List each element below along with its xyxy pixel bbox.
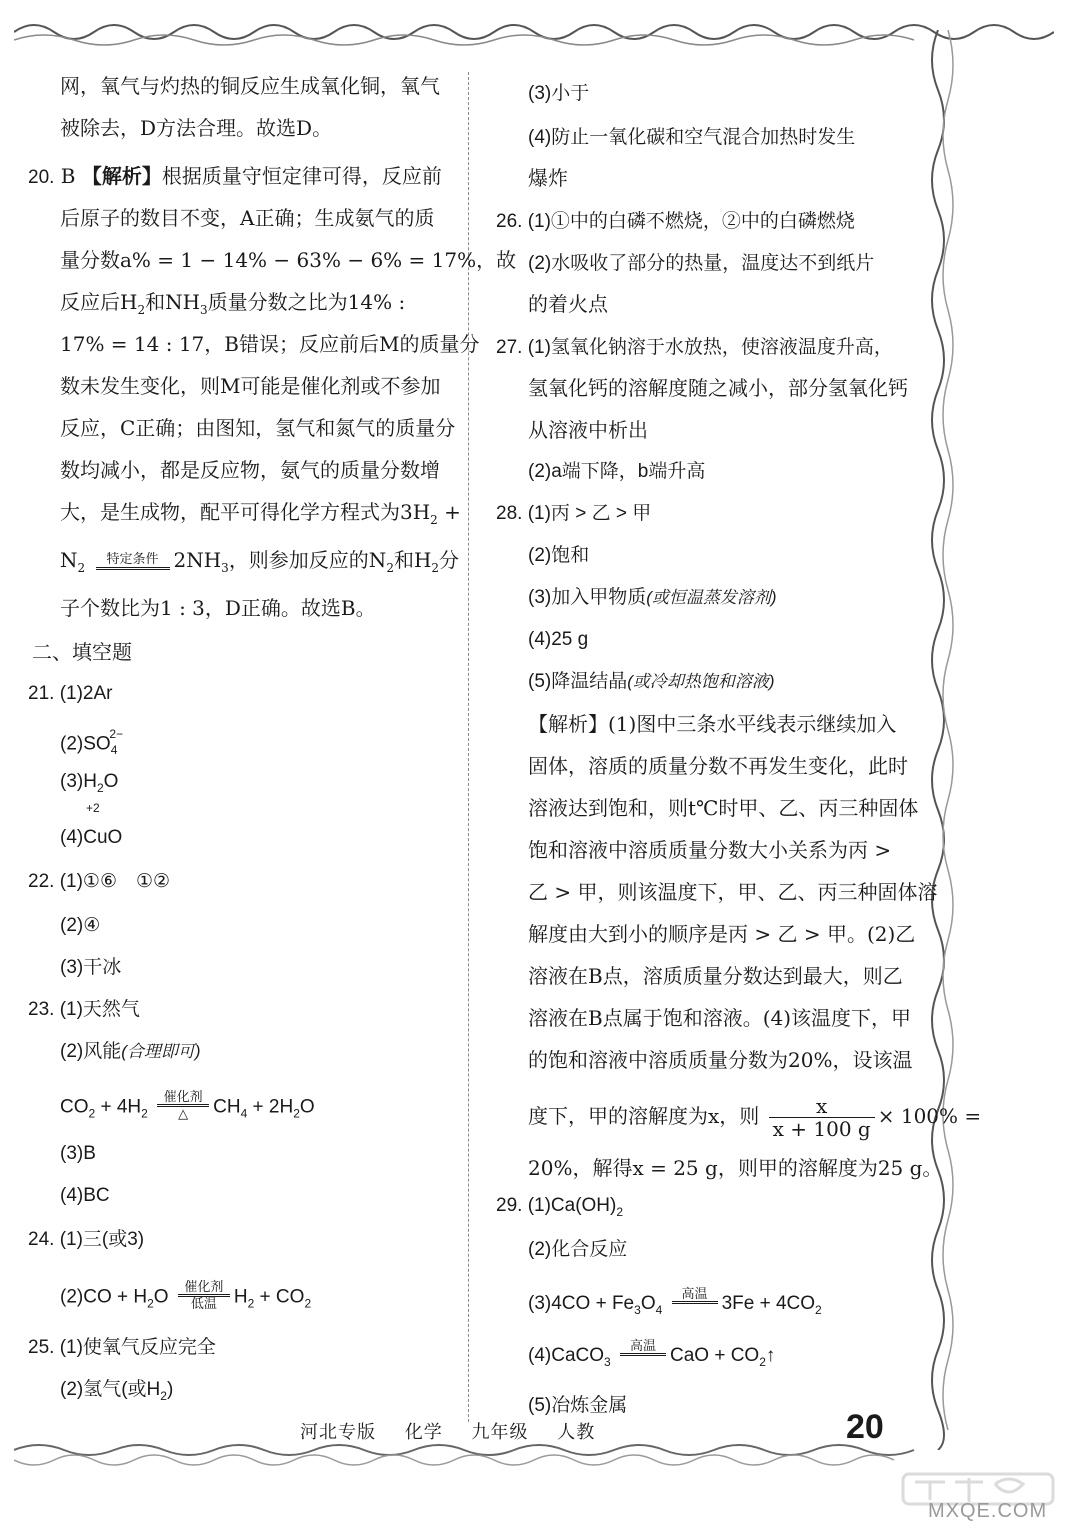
question-25-4: (4)防止一氧化碳和空气混合加热时发生: [528, 127, 856, 148]
reaction-arrow: 高温: [672, 1287, 718, 1304]
watermark-text: MXQE.COM: [928, 1500, 1048, 1522]
question-22-2: (2)④: [60, 915, 101, 936]
question-24-1: 24. (1)三(或3): [28, 1229, 145, 1250]
page-number: 20: [846, 1408, 884, 1446]
question-28-1: 28. (1)丙 > 乙 > 甲: [496, 503, 652, 524]
text-line: 的着火点: [528, 292, 608, 316]
question-22-3: (3)干冰: [60, 957, 122, 978]
question-25-2: (2)氢气(或$H_2$): [60, 1379, 174, 1403]
equation-line: $CO_2 + 4H_2$ 催化剂 △ $CH_4 + 2H_2O$: [60, 1089, 315, 1121]
question-29-5: (5)冶炼金属: [528, 1395, 628, 1416]
analysis-line: 解度由大到小的顺序是丙 > 乙 > 甲。(2)乙: [528, 922, 916, 946]
question-28-5: (5)降温结晶(或冷却热饱和溶液): [528, 671, 775, 692]
analysis-line: 【解析】(1)图中三条水平线表示继续加入: [528, 712, 897, 736]
section-title: 二、填空题: [32, 640, 132, 664]
fraction: $\frac{x}{x + 100 g}$: [769, 1095, 875, 1140]
text-line: 爆炸: [528, 166, 568, 190]
analysis-line: 溶液在B点，溶质质量分数达到最大，则乙: [528, 964, 903, 988]
equation-line: $(3)4CO + Fe_3O_4$ 高温 $3Fe + 4CO_2$: [528, 1286, 822, 1317]
analysis-line: 溶液达到饱和，则t℃时甲、乙、丙三种固体: [528, 796, 919, 820]
analysis-line: 20%，解得x = 25 g，则甲的溶解度为25 g。: [528, 1156, 943, 1180]
question-28-4: (4)25 g: [528, 629, 589, 650]
equation-line: $N_2$ 特定条件 $2NH_3$，则参加反应的$N_2$和$H_2$分: [60, 548, 460, 575]
text-line: 大，是生成物，配平可得化学方程式为$3H_2$ +: [60, 500, 461, 527]
text-line: 网，氧气与灼热的铜反应生成氧化铜，氧气: [60, 74, 440, 98]
question-27-1: 27. (1)氢氧化钠溶于水放热，使溶液温度升高，: [496, 337, 893, 358]
equation-line: $(2)CO + H_2O$ 催化剂 低温 $H_2 + CO_2$: [60, 1279, 312, 1311]
text-line: 后原子的数目不变，A正确；生成氨气的质: [60, 206, 435, 230]
question-26-1: 26. (1)①中的白磷不燃烧，②中的白磷燃烧: [496, 211, 855, 232]
text-line: 子个数比为1 : 3，D正确。故选B。: [60, 596, 376, 620]
question-26-2: (2)水吸收了部分的热量，温度达不到纸片: [528, 253, 875, 274]
text-line: 反应，C正确；由图知，氢气和氮气的质量分: [60, 416, 456, 440]
question-23-3: (3)B: [60, 1143, 96, 1164]
footer-subject: 化学: [404, 1422, 443, 1443]
equation-line: (4)CaCO$_3$ 高温 CaO + $CO_2↑$: [528, 1338, 776, 1369]
analysis-line: 溶液在B点属于饱和溶液。(4)该温度下，甲: [528, 1006, 912, 1030]
column-divider: [468, 72, 469, 1422]
question-23-4: (4)BC: [60, 1185, 110, 1206]
text-line: 量分数a% = 1 − 14% − 63% − 6% = 17%，故: [60, 248, 517, 272]
footer-grade: 九年级: [471, 1422, 529, 1443]
question-28-2: (2)饱和: [528, 545, 590, 566]
question-21-1: 21. (1)2Ar: [28, 683, 113, 704]
reaction-arrow: 催化剂 △: [157, 1090, 209, 1121]
question-29-2: (2)化合反应: [528, 1239, 628, 1260]
page-footer: [300, 1418, 617, 1444]
text-line: 反应后$H_2$和$NH_3$质量分数之比为14% :: [60, 290, 406, 317]
footer-publisher: 人教: [557, 1422, 596, 1443]
reaction-arrow: 特定条件: [96, 553, 170, 570]
question-25-3: (3)小于: [528, 83, 590, 104]
question-21-3: $(3)H_2O$: [60, 771, 119, 795]
question-23-2: (2)风能(合理即可): [60, 1041, 201, 1062]
text-line: 氢氧化钙的溶解度随之减小，部分氢氧化钙: [528, 376, 908, 400]
text-line: 数均减小，都是反应物，氨气的质量分数增: [60, 458, 440, 482]
reaction-arrow: 高温: [620, 1339, 666, 1356]
text-line: 17% = 14 : 17，B错误；反应前后M的质量分: [60, 332, 480, 356]
analysis-line: 饱和溶液中溶质质量分数大小关系为丙 >: [528, 838, 892, 862]
reaction-arrow: 催化剂 低温: [178, 1280, 230, 1311]
question-23-1: 23. (1)天然气: [28, 999, 140, 1020]
question-28-3: (3)加入甲物质(或恒温蒸发溶剂): [528, 587, 777, 608]
top-border-decoration: [14, 10, 1054, 48]
analysis-line: 的饱和溶液中溶质质量分数为20%，设该温: [528, 1048, 913, 1072]
analysis-line: 度下，甲的溶解度为x，则 $\frac{x}{x + 100 g}$ × 100% =: [528, 1094, 982, 1141]
question-29-1: 29. $(1)Ca(OH)_2$: [496, 1195, 624, 1219]
footer-edition: 河北专版: [300, 1422, 376, 1443]
right-border-decoration: [918, 30, 964, 1450]
text-line: 被除去，D方法合理。故选D。: [60, 116, 333, 140]
question-21-4: (4)CuO: [60, 827, 123, 848]
question-21-2: $(2)SO_4^{2-}$: [60, 727, 124, 758]
text-line: 数未发生变化，则M可能是催化剂或不参加: [60, 374, 441, 398]
question-22-1: 22. (1)①⑥ ①②: [28, 871, 171, 892]
analysis-line: 乙 > 甲，则该温度下，甲、乙、丙三种固体溶: [528, 880, 938, 904]
question-20: 20. B 【解析】根据质量守恒定律可得，反应前: [28, 164, 442, 188]
analysis-line: 固体，溶质的质量分数不再发生变化，此时: [528, 754, 908, 778]
valence-mark: +2: [86, 801, 100, 815]
question-27-2: (2)a端下降，b端升高: [528, 461, 706, 482]
question-25-1: 25. (1)使氧气反应完全: [28, 1337, 216, 1358]
text-line: 从溶液中析出: [528, 418, 648, 442]
